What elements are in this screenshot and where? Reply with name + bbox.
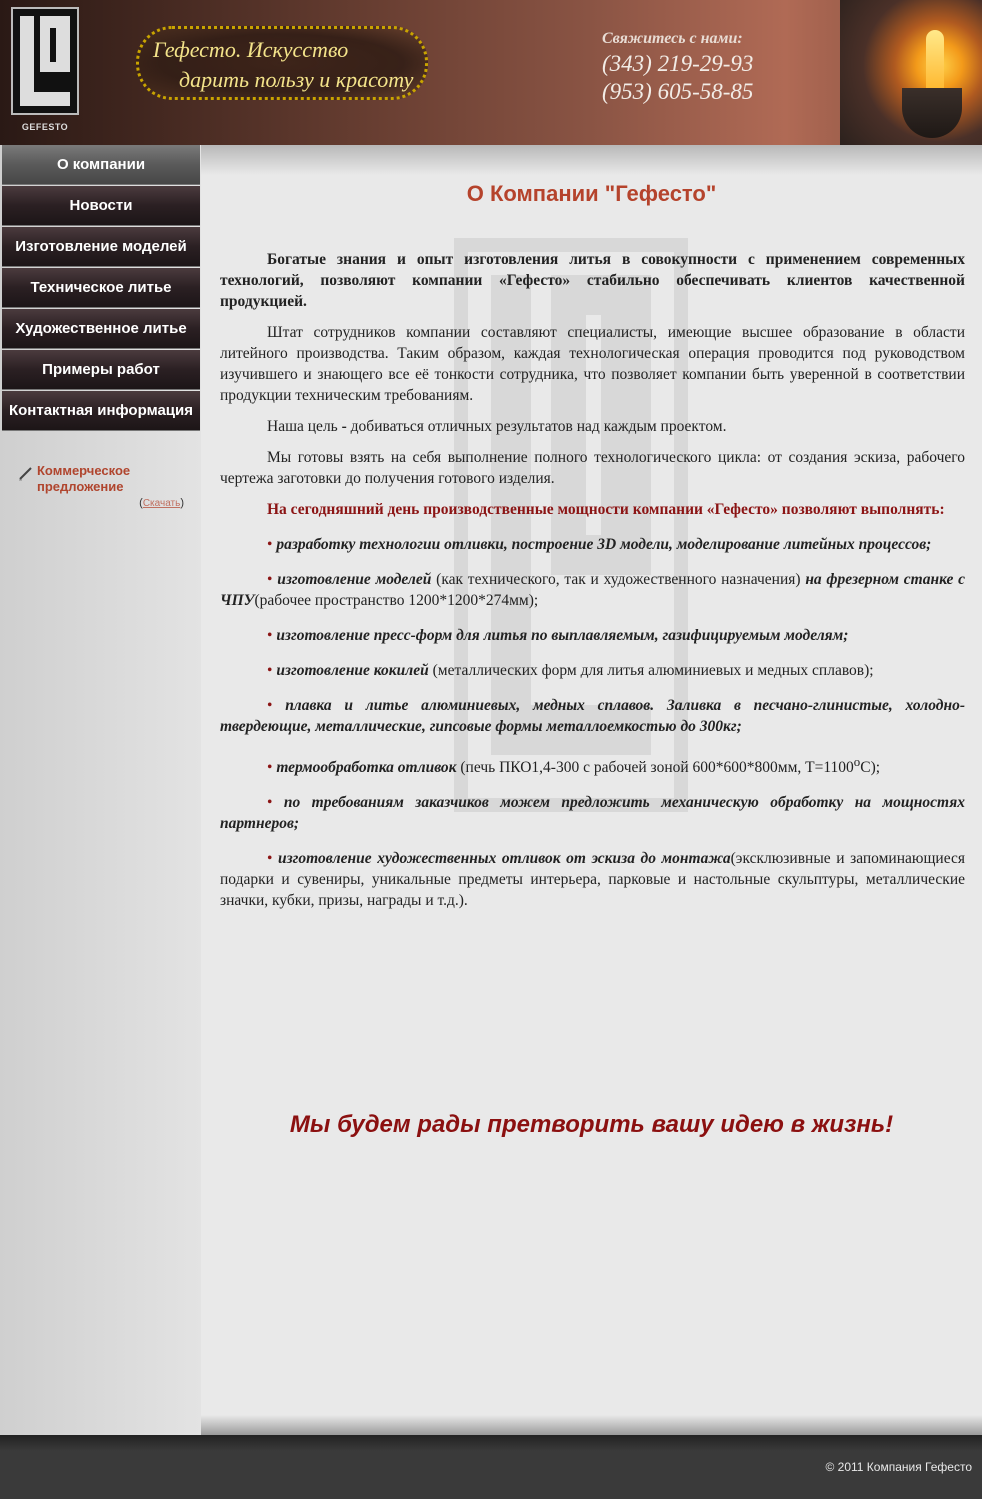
bullet-text-4b: (металлических форм для литья алюминиевых и медных сплавов); xyxy=(428,662,874,679)
header-contacts xyxy=(602,30,772,106)
nav-item-portfolio[interactable]: Примеры работ xyxy=(2,350,200,390)
bullet-text-4a: изготовление кокилей xyxy=(276,662,429,679)
download-wrap xyxy=(18,497,184,509)
capabilities-heading: На сегодняшний день производственные мощности компании «Гефесто» позволяют выполнять: xyxy=(267,501,945,518)
bullet-item-3 xyxy=(220,625,965,646)
download-link[interactable]: Скачать xyxy=(142,498,181,509)
slogan-line-2: дарить пользу и красоту xyxy=(179,67,414,92)
bullet-text-2d: (рабочее пространство 1200*1200*274мм); xyxy=(254,592,539,609)
goal-dash: - xyxy=(341,418,347,435)
bullet-mark: • xyxy=(267,794,284,812)
bullet-item-5 xyxy=(220,695,965,737)
bullet-text-1: разработку технологии отливки, построение 3D модели, моделирование литейных процессов; xyxy=(276,536,932,553)
page-title: О Компании "Гефесто" xyxy=(466,181,717,206)
copyright: © 2011 Компания Гефесто xyxy=(825,1460,972,1474)
cycle-paragraph: Мы готовы взять на себя выполнение полного технологического цикла: от создания эскиза, рабочего чертежа заготовки до получения готового изделия. xyxy=(220,449,965,487)
bullet-text-2b: (как технического, так и художественного назначения) xyxy=(431,571,806,588)
bullet-mark: • xyxy=(267,662,277,679)
bullet-item-4 xyxy=(220,660,965,681)
bullet-text-2c: на фрезерном станке с ЧПУ xyxy=(220,571,965,609)
nav-item-about[interactable]: О компании xyxy=(2,145,200,185)
bottom-shadow xyxy=(201,1415,982,1435)
intro-paragraph: Богатые знания и опыт изготовления литья в совокупности с применением современных технологий, позволяют компании «Гефесто» стабильно обеспечивать клиентов качественной продукцией. xyxy=(220,251,965,310)
bullet-text-8b: (эксклюзивные и запоминающиеся подарки и сувениры, уникальные предметы интерьера, парковые и настольные скульптуры, металлические значки, кубки, призы, награды и т.д.). xyxy=(220,850,965,910)
bullet-mark: • xyxy=(267,536,277,553)
bullet-text-6a: термообработка отливок xyxy=(276,759,457,777)
phone-number-2[interactable]: (953) 605-58-85 xyxy=(602,79,754,104)
molten-metal-photo xyxy=(840,0,982,145)
bullet-item-8 xyxy=(220,848,965,911)
commercial-offer xyxy=(18,463,188,509)
main-content xyxy=(201,145,982,1435)
degree-sup: о xyxy=(853,754,861,769)
logo-mark-icon xyxy=(10,6,80,118)
bullet-text-8a: изготовление художественных отливок от эскиза до монтажа xyxy=(278,850,731,868)
staff-paragraph: Штат сотрудников компании составляют специалисты, имеющие высшее образование в области литейного производства. Таким образом, каждая технологическая операция проводится под руководством изучившего и знающего все её тонкости сотрудника, что позволяет компании быть уверенной в соответствии продукции техническим требованиям. xyxy=(220,324,965,404)
nav-item-news[interactable]: Новости xyxy=(2,186,200,226)
bullet-mark: • xyxy=(267,850,279,868)
nav-item-art-casting[interactable]: Художественное литье xyxy=(2,309,200,349)
top-shadow xyxy=(201,145,982,175)
site-footer xyxy=(0,1435,982,1499)
paren-close: ) xyxy=(180,497,184,509)
ladle xyxy=(902,88,962,138)
slogan-banner xyxy=(136,26,428,100)
bullet-text-3: изготовление пресс-форм для литья по выплавляемым, газифицируемым моделям; xyxy=(276,627,849,644)
nav-item-contacts[interactable]: Контактная информация xyxy=(2,391,200,431)
bullet-item-1 xyxy=(220,534,965,555)
closing-slogan: Мы будем рады претворить вашу идею в жизнь! xyxy=(289,1111,894,1138)
bullet-mark: • xyxy=(267,759,277,777)
commercial-offer-title[interactable]: Коммерческое предложение xyxy=(37,463,131,494)
bullet-mark: • xyxy=(267,627,277,644)
nav-item-models[interactable]: Изготовление моделей xyxy=(2,227,200,267)
nav-item-technical-casting[interactable]: Техническое литье xyxy=(2,268,200,308)
content-body xyxy=(220,249,965,925)
bullet-text-6c: С); xyxy=(860,759,881,777)
bullet-item-2 xyxy=(220,569,965,611)
goal-text-c: добиваться отличных результатов над каждым проектом. xyxy=(346,418,727,435)
sidebar xyxy=(0,145,201,1435)
bullet-text-6b: (печь ПКО1,4-300 с рабочей зоной 600*600*800мм, Т=1100 xyxy=(456,759,854,777)
contact-label: Свяжитесь с нами: xyxy=(602,30,743,47)
bullet-item-6 xyxy=(220,751,965,778)
bullet-mark: • xyxy=(267,697,286,714)
bullet-text-2a: изготовление моделей xyxy=(277,571,432,588)
logo-text: GEFESTO xyxy=(21,122,69,132)
pencil-icon xyxy=(18,465,34,481)
gefesto-logo[interactable] xyxy=(10,6,80,132)
goal-paragraph xyxy=(220,416,965,437)
bullet-mark: • xyxy=(267,571,278,588)
bullet-text-5: плавка и литье алюминиевых, медных сплавов. Заливка в песчано-глинистые, холодно-твердеющие, металлические, гипсовые формы металлоемкостью до 300кг; xyxy=(220,697,965,735)
bullet-text-7: по требованиям заказчиков можем предложить механическую обработку на мощностях партнеров; xyxy=(220,794,965,833)
site-header xyxy=(0,0,982,145)
goal-text-a: Наша цель xyxy=(267,418,342,435)
phone-number-1[interactable]: (343) 219-29-93 xyxy=(602,51,754,76)
bullet-item-7 xyxy=(220,792,965,834)
paren-open: ( xyxy=(139,497,143,509)
slogan-line-1: Гефесто. Искусство xyxy=(153,37,349,62)
